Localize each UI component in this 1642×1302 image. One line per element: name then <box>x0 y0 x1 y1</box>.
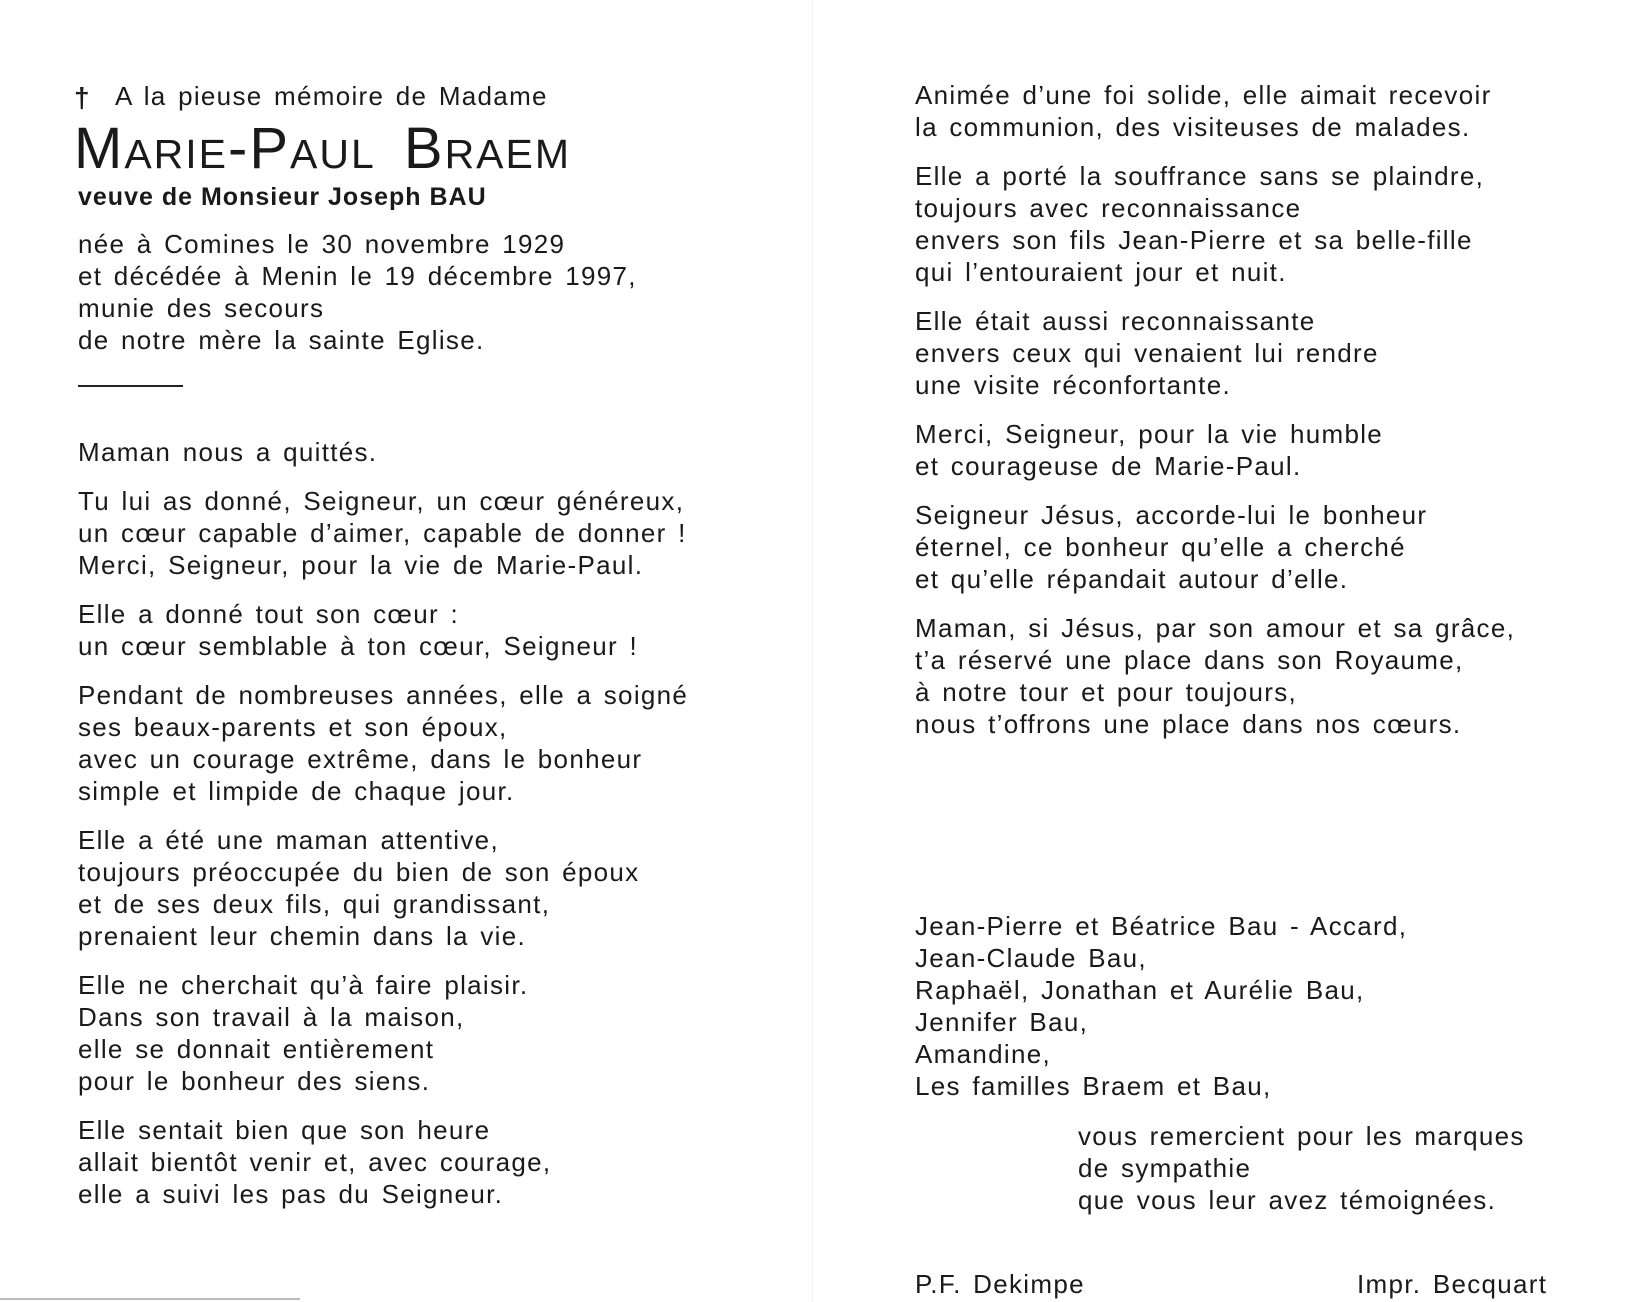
left-poem <box>78 436 688 1210</box>
text-line: Merci, Seigneur, pour la vie de Marie-Paul. <box>78 550 644 580</box>
text-line: un cœur semblable à ton cœur, Seigneur ! <box>78 631 639 661</box>
text-line: Elle a été une maman attentive, <box>78 825 499 855</box>
text-line: Amandine, <box>915 1039 1051 1069</box>
text-line: Elle a donné tout son cœur : <box>78 599 460 629</box>
text-line: une visite réconfortante. <box>915 370 1231 400</box>
text-line: et courageuse de Marie-Paul. <box>915 451 1302 481</box>
paragraph <box>78 969 688 1097</box>
text-line: munie des secours <box>78 293 325 323</box>
text-line: et de ses deux fils, qui grandissant, <box>78 889 551 919</box>
text-line: avec un courage extrême, dans le bonheur <box>78 744 643 774</box>
text-line: Jean-Pierre et Béatrice Bau - Accard, <box>915 911 1408 941</box>
family-list <box>915 910 1407 1102</box>
text-line: de notre mère la sainte Eglise. <box>78 325 485 355</box>
text-line: Dans son travail à la maison, <box>78 1002 465 1032</box>
text-line: Animée d’une foi solide, elle aimait recevoir <box>915 80 1492 110</box>
paragraph <box>915 160 1515 288</box>
text-line: que vous leur avez témoignées. <box>1078 1185 1497 1215</box>
paragraph <box>915 418 1515 482</box>
text-line: envers son fils Jean-Pierre et sa belle-fille <box>915 225 1473 255</box>
text-line: envers ceux qui venaient lui rendre <box>915 338 1379 368</box>
right-poem <box>915 79 1515 740</box>
text-line: Jean-Claude Bau, <box>915 943 1147 973</box>
birth-death-info <box>78 228 637 356</box>
text-line: Elle sentait bien que son heure <box>78 1115 491 1145</box>
text-line: la communion, des visiteuses de malades. <box>915 112 1471 142</box>
deceased-name: Marie-Paul Braem <box>74 116 572 181</box>
text-line: Elle était aussi reconnaissante <box>915 306 1316 336</box>
paragraph <box>78 485 688 581</box>
intro-line: A la pieuse mémoire de Madame <box>115 81 548 111</box>
paragraph <box>915 305 1515 401</box>
text-line: Jennifer Bau, <box>915 1007 1089 1037</box>
text-line: Elle a porté la souffrance sans se plaindre, <box>915 161 1485 191</box>
text-line: Merci, Seigneur, pour la vie humble <box>915 419 1384 449</box>
text-line: prenaient leur chemin dans la vie. <box>78 921 526 951</box>
text-line: et décédée à Menin le 19 décembre 1997, <box>78 261 637 291</box>
text-line: Elle ne cherchait qu’à faire plaisir. <box>78 970 529 1000</box>
printer-credit: Impr. Becquart <box>1357 1269 1548 1299</box>
text-line: Seigneur Jésus, accorde-lui le bonheur <box>915 500 1428 530</box>
text-line: Pendant de nombreuses années, elle a soigné <box>78 680 689 710</box>
divider <box>78 385 183 387</box>
text-line: nous t’offrons une place dans nos cœurs. <box>915 709 1462 739</box>
text-line: elle a suivi les pas du Seigneur. <box>78 1179 504 1209</box>
text-line: vous remercient pour les marques <box>1078 1121 1525 1151</box>
text-line: pour le bonheur des siens. <box>78 1066 431 1096</box>
text-line: Tu lui as donné, Seigneur, un cœur généreux, <box>78 486 685 516</box>
text-line: Les familles Braem et Bau, <box>915 1071 1272 1101</box>
text-line: qui l’entouraient jour et nuit. <box>915 257 1287 287</box>
paragraph <box>78 824 688 952</box>
thanks-text <box>1078 1120 1525 1216</box>
paragraph <box>78 679 688 807</box>
text-line: simple et limpide de chaque jour. <box>78 776 515 806</box>
cross-icon: † <box>74 82 90 113</box>
text-line: elle se donnait entièrement <box>78 1034 435 1064</box>
text-line: Maman, si Jésus, par son amour et sa grâce, <box>915 613 1516 643</box>
scan-edge <box>0 1298 300 1300</box>
widow-line: veuve de Monsieur Joseph BAU <box>78 183 487 211</box>
text-line: et qu’elle répandait autour d’elle. <box>915 564 1349 594</box>
paragraph <box>78 598 688 662</box>
text-line: éternel, ce bonheur qu’elle a cherché <box>915 532 1406 562</box>
text-line: allait bientôt venir et, avec courage, <box>78 1147 552 1177</box>
text-line: Raphaël, Jonathan et Aurélie Bau, <box>915 975 1365 1005</box>
undertaker-credit: P.F. Dekimpe <box>915 1269 1085 1299</box>
text-line: un cœur capable d’aimer, capable de donner ! <box>78 518 687 548</box>
text-line: de sympathie <box>1078 1153 1252 1183</box>
text-line: t’a réservé une place dans son Royaume, <box>915 645 1464 675</box>
text-line: Maman nous a quittés. <box>78 437 378 467</box>
paragraph <box>78 1114 688 1210</box>
text-line: ses beaux-parents et son époux, <box>78 712 508 742</box>
text-line: toujours avec reconnaissance <box>915 193 1302 223</box>
card-fold <box>812 0 813 1302</box>
text-line: à notre tour et pour toujours, <box>915 677 1298 707</box>
paragraph <box>78 436 688 468</box>
paragraph <box>915 499 1515 595</box>
paragraph <box>915 79 1515 143</box>
text-line: toujours préoccupée du bien de son époux <box>78 857 640 887</box>
text-line: née à Comines le 30 novembre 1929 <box>78 229 566 259</box>
paragraph <box>915 612 1515 740</box>
